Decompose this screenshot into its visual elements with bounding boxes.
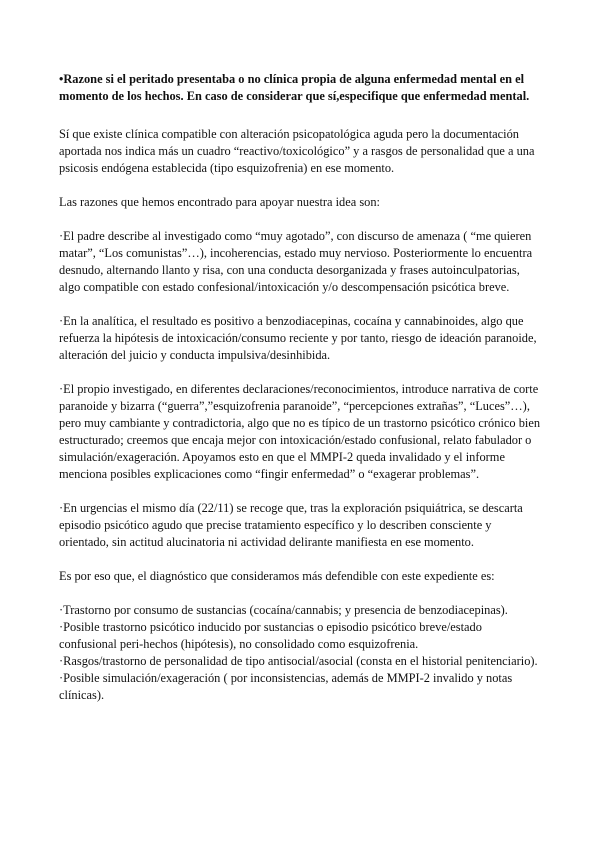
- diagnosis-item: ·Posible simulación/exageración ( por inconsistencias, además de MMPI-2 invalido y notas clínicas).: [59, 671, 513, 702]
- diagnosis-item: ·Trastorno por consumo de sustancias (cocaína/cannabis; y presencia de benzodiacepinas).: [59, 603, 508, 617]
- reason-statements-paragraph: ·El propio investigado, en diferentes declaraciones/reconocimientos, introduce narrativa de corte paranoide y bizarra (“guerra”,”esquizofrenia paranoide”, “percepciones extrañas”, “Luces”…), pero muy cambiante y contradictoria, algo que no es típico de un trastorno psicótico crónico bien estructurado; creemos que encaja mejor con intoxicación/estado confusional, relato fabulador o simulación/exageración. Apoyamos esto en que el MMPI-2 queda invalidado y el informe menciona posibles explicaciones como “fingir enfermedad” o “exagerar problemas”.: [59, 382, 541, 481]
- diagnosis-list: [59, 602, 541, 704]
- diagnosis-intro-paragraph: Es por eso que, el diagnóstico que consideramos más defendible con este expediente es:: [59, 569, 495, 583]
- reason-father-paragraph: ·El padre describe al investigado como “muy agotado”, con discurso de amenaza ( “me quieren matar”, “Los comunistas”…), incoherencias, estado muy nervioso. Posteriormente lo encuentra desnudo, alternando llanto y risa, con una conducta desorganizada y frases autoinculpatorias, algo compatible con estado confesional/intoxicación y/o descompensación psicótica breve.: [59, 229, 533, 294]
- document-body: [59, 71, 541, 704]
- reason-emergency-paragraph: ·En urgencias el mismo día (22/11) se recoge que, tras la exploración psiquiátrica, se descarta episodio psicótico agudo que precise tratamiento específico y lo describen consciente y orientado, sin actitud alucinatoria ni actividad delirante manifiesta en ese momento.: [59, 501, 523, 549]
- intro-paragraph: Sí que existe clínica compatible con alteración psicopatológica aguda pero la documentación aportada nos indica más un cuadro “reactivo/toxicológico” y a rasgos de personalidad que a una psicosis endógena establecida (tipo esquizofrenia) en ese momento.: [59, 127, 535, 175]
- diagnosis-item: ·Posible trastorno psicótico inducido por sustancias o episodio psicótico breve/estado confusional peri-hechos (hipótesis), no consolidado como esquizofrenia.: [59, 620, 482, 651]
- diagnosis-item: ·Rasgos/trastorno de personalidad de tipo antisocial/asocial (consta en el historial penitenciario).: [59, 654, 538, 668]
- question-heading: •Razone si el peritado presentaba o no clínica propia de alguna enfermedad mental en el momento de los hechos. En caso de considerar que sí,especifique que enfermedad mental.: [59, 72, 530, 103]
- reasons-intro-paragraph: Las razones que hemos encontrado para apoyar nuestra idea son:: [59, 195, 380, 209]
- reason-analytics-paragraph: ·En la analítica, el resultado es positivo a benzodiacepinas, cocaína y cannabinoides, algo que refuerza la hipótesis de intoxicación/consumo reciente y por tanto, riesgo de ideación paranoide, alteración del juicio y conducta impulsiva/desinhibida.: [59, 314, 537, 362]
